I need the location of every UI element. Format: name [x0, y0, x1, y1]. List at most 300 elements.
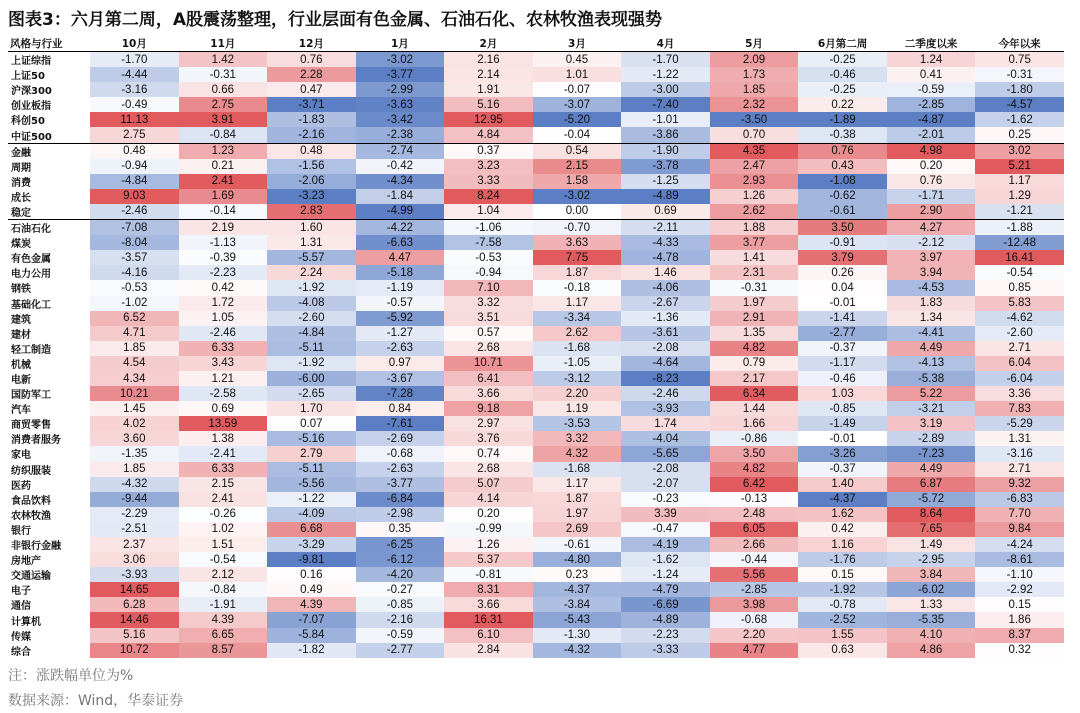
heatmap-cell: -4.57 [975, 97, 1064, 112]
heatmap-cell: 1.01 [533, 67, 622, 82]
heatmap-cell: -0.94 [444, 265, 533, 280]
table-row [8, 416, 1064, 431]
heatmap-cell: 2.66 [710, 537, 799, 552]
heatmap-cell: -0.18 [533, 280, 622, 295]
heatmap-cell: -5.56 [267, 477, 356, 492]
heatmap-cell: -1.80 [975, 82, 1064, 97]
heatmap-cell: -2.77 [356, 643, 445, 658]
heatmap-cell: -0.70 [533, 220, 622, 236]
heatmap-cell: 0.15 [975, 597, 1064, 612]
table-row [8, 612, 1064, 627]
heatmap-cell: 4.35 [710, 143, 799, 159]
heatmap-cell: 1.29 [975, 189, 1064, 204]
row-label: 食品饮料 [11, 495, 51, 507]
heatmap-cell: -0.84 [179, 582, 268, 597]
heatmap-cell: 3.63 [533, 235, 622, 250]
heatmap-cell: 1.46 [621, 265, 710, 280]
heatmap-cell: 0.16 [267, 567, 356, 582]
column-header: 6月第二周 [798, 36, 887, 52]
heatmap-cell: 0.00 [533, 204, 622, 220]
heatmap-cell: 0.25 [975, 127, 1064, 143]
table-row [8, 296, 1064, 311]
heatmap-cell: 3.43 [179, 356, 268, 371]
heatmap-cell: -3.93 [90, 567, 179, 582]
table-row [8, 522, 1064, 537]
heatmap-cell: 1.38 [179, 431, 268, 446]
table-row [8, 204, 1064, 220]
heatmap-cell: 1.66 [710, 416, 799, 431]
heatmap-cell: -0.62 [798, 189, 887, 204]
heatmap-cell: 2.20 [710, 628, 799, 643]
heatmap-cell: 3.66 [444, 386, 533, 401]
heatmap-cell: 1.87 [533, 492, 622, 507]
heatmap-cell: 3.02 [975, 143, 1064, 159]
table-row [8, 250, 1064, 265]
heatmap-cell: 3.23 [444, 159, 533, 174]
heatmap-cell: 1.73 [710, 67, 799, 82]
heatmap-cell: -5.11 [267, 462, 356, 477]
column-header: 4月 [621, 36, 710, 52]
heatmap-cell: 0.07 [267, 416, 356, 431]
heatmap-cell: -2.07 [621, 477, 710, 492]
heatmap-cell: -2.38 [356, 127, 445, 143]
heatmap-cell: 0.04 [798, 280, 887, 295]
heatmap-cell: 7.70 [975, 507, 1064, 522]
heatmap-cell: -3.67 [356, 371, 445, 386]
heatmap-cell: 2.97 [444, 416, 533, 431]
heatmap-cell: -8.04 [90, 235, 179, 250]
heatmap-cell: -5.35 [887, 612, 976, 627]
heatmap-cell: 4.49 [887, 462, 976, 477]
heatmap-cell: 1.83 [887, 296, 976, 311]
heatmap-cell: 1.44 [710, 401, 799, 416]
column-header: 1月 [356, 36, 445, 52]
heatmap-cell: 1.85 [90, 341, 179, 356]
heatmap-cell: 0.20 [887, 159, 976, 174]
heatmap-cell: -3.34 [533, 311, 622, 326]
heatmap-cell: -6.63 [356, 235, 445, 250]
heatmap-cell: 2.15 [179, 477, 268, 492]
heatmap-cell: -2.99 [356, 82, 445, 97]
heatmap-cell: 2.68 [444, 462, 533, 477]
heatmap-cell: 9.18 [444, 401, 533, 416]
heatmap-cell: -2.23 [179, 265, 268, 280]
heatmap-cell: 14.46 [90, 612, 179, 627]
heatmap-cell: 0.22 [798, 97, 887, 112]
heatmap-cell: -0.49 [90, 97, 179, 112]
table-row [8, 356, 1064, 371]
heatmap-cell: -2.46 [621, 386, 710, 401]
heatmap-cell: -6.12 [356, 552, 445, 567]
heatmap-cell: 2.41 [179, 174, 268, 189]
column-header: 3月 [533, 36, 622, 52]
row-label: 石油石化 [8, 220, 90, 236]
heatmap-cell: 3.97 [887, 250, 976, 265]
row-label: 沪深300 [11, 86, 52, 98]
row-label: 中证500 [11, 131, 52, 143]
heatmap-cell: -0.59 [356, 628, 445, 643]
row-label: 周期 [11, 162, 31, 174]
heatmap-cell: -1.83 [267, 112, 356, 127]
heatmap-cell: 6.87 [887, 477, 976, 492]
heatmap-cell: -0.01 [798, 431, 887, 446]
heatmap-cell: -0.26 [179, 507, 268, 522]
heatmap-cell: 1.42 [179, 52, 268, 68]
column-header: 今年以来 [975, 36, 1064, 52]
heatmap-cell: -0.57 [356, 296, 445, 311]
table-row [8, 431, 1064, 446]
heatmap-cell: -5.43 [533, 612, 622, 627]
heatmap-cell: 6.28 [90, 597, 179, 612]
heatmap-cell: -2.46 [90, 204, 179, 220]
heatmap-cell: 2.93 [710, 174, 799, 189]
heatmap-cell: -4.89 [621, 612, 710, 627]
heatmap-cell: 3.94 [887, 265, 976, 280]
heatmap-cell: 0.49 [267, 582, 356, 597]
heatmap-cell: -3.42 [356, 112, 445, 127]
heatmap-cell: -1.25 [621, 174, 710, 189]
heatmap-cell: -0.04 [533, 127, 622, 143]
heatmap-cell: -3.84 [533, 597, 622, 612]
heatmap-cell: -6.04 [975, 371, 1064, 386]
heatmap-cell: 3.76 [444, 431, 533, 446]
heatmap-cell: -0.84 [179, 127, 268, 143]
heatmap-cell: -4.62 [975, 311, 1064, 326]
heatmap-cell: 4.02 [90, 416, 179, 431]
heatmap-cell: 2.91 [710, 311, 799, 326]
heatmap-cell: -3.12 [533, 371, 622, 386]
heatmap-cell: -3.50 [710, 112, 799, 127]
heatmap-cell: 1.31 [975, 431, 1064, 446]
heatmap-body [8, 52, 1064, 658]
heatmap-cell: -4.24 [975, 537, 1064, 552]
heatmap-cell: 0.20 [444, 507, 533, 522]
heatmap-cell: 1.35 [710, 326, 799, 341]
heatmap-cell: -4.99 [356, 204, 445, 220]
heatmap-cell: -4.34 [356, 174, 445, 189]
heatmap-cell: 4.77 [710, 643, 799, 658]
heatmap-cell: 2.71 [975, 341, 1064, 356]
table-row [8, 97, 1064, 112]
heatmap-cell: 3.84 [887, 567, 976, 582]
heatmap-cell: 1.60 [267, 220, 356, 236]
heatmap-cell: 0.63 [798, 643, 887, 658]
heatmap-cell: 5.21 [975, 159, 1064, 174]
heatmap-cell: 1.23 [179, 143, 268, 159]
heatmap-cell: 10.21 [90, 386, 179, 401]
heatmap-cell: 2.15 [533, 159, 622, 174]
heatmap-cell: 0.45 [533, 52, 622, 68]
heatmap-cell: -7.40 [621, 97, 710, 112]
heatmap-cell: -1.89 [798, 112, 887, 127]
heatmap-cell: -4.37 [798, 492, 887, 507]
table-row [8, 401, 1064, 416]
heatmap-cell: 5.37 [444, 552, 533, 567]
heatmap-cell: -4.19 [621, 537, 710, 552]
column-header: 12月 [267, 36, 356, 52]
heatmap-cell: 1.26 [710, 189, 799, 204]
heatmap-cell: -0.78 [798, 597, 887, 612]
heatmap-cell: -2.77 [798, 326, 887, 341]
heatmap-cell: -4.04 [621, 431, 710, 446]
heatmap-cell: -3.16 [975, 446, 1064, 461]
table-row [8, 189, 1064, 204]
heatmap-cell: 2.37 [90, 537, 179, 552]
row-label: 交通运输 [11, 571, 51, 583]
heatmap-cell: 2.28 [267, 67, 356, 82]
heatmap-cell: 2.16 [444, 52, 533, 68]
heatmap-cell: -0.25 [798, 82, 887, 97]
heatmap-cell: 2.17 [710, 371, 799, 386]
heatmap-cell: 1.58 [533, 174, 622, 189]
heatmap-cell: -0.31 [975, 67, 1064, 82]
heatmap-cell: -4.79 [621, 582, 710, 597]
header-row [8, 36, 1064, 52]
heatmap-cell: 5.22 [887, 386, 976, 401]
heatmap-cell: 1.74 [621, 416, 710, 431]
heatmap-cell: -3.86 [621, 127, 710, 143]
heatmap-cell: 1.86 [975, 612, 1064, 627]
heatmap-cell: 1.33 [887, 597, 976, 612]
heatmap-cell: -4.32 [533, 643, 622, 658]
heatmap-cell: 8.64 [887, 507, 976, 522]
heatmap-cell: -5.11 [267, 341, 356, 356]
table-row [8, 371, 1064, 386]
heatmap-cell: -0.53 [444, 250, 533, 265]
heatmap-cell: -1.21 [975, 204, 1064, 220]
heatmap-cell: -2.52 [798, 612, 887, 627]
heatmap-cell: -3.57 [90, 250, 179, 265]
row-label: 纺织服装 [11, 465, 51, 477]
heatmap-cell: -2.08 [621, 462, 710, 477]
heatmap-cell: -1.19 [356, 280, 445, 295]
heatmap-cell: -0.01 [798, 296, 887, 311]
heatmap-cell: 9.84 [975, 522, 1064, 537]
heatmap-cell: -2.46 [179, 326, 268, 341]
heatmap-cell: -1.91 [179, 597, 268, 612]
heatmap-cell: -0.85 [798, 401, 887, 416]
heatmap-cell: -0.14 [179, 204, 268, 220]
heatmap-cell: -0.44 [710, 552, 799, 567]
table-row [8, 311, 1064, 326]
heatmap-cell: 0.48 [90, 143, 179, 159]
heatmap-cell: 2.32 [710, 97, 799, 112]
heatmap-cell: -0.61 [533, 537, 622, 552]
unit-note: 注：涨跌幅单位为% [8, 668, 134, 684]
heatmap-cell: 6.04 [975, 356, 1064, 371]
heatmap-cell: -1.06 [444, 220, 533, 236]
heatmap-cell: -1.90 [621, 143, 710, 159]
heatmap-cell: 0.57 [444, 326, 533, 341]
heatmap-cell: -5.57 [267, 250, 356, 265]
heatmap-cell: 3.32 [444, 296, 533, 311]
table-row [8, 52, 1064, 68]
heatmap-cell: -6.84 [356, 492, 445, 507]
row-label: 创业板指 [11, 101, 51, 113]
column-header: 10月 [90, 36, 179, 52]
heatmap-cell: 7.65 [887, 522, 976, 537]
table-row [8, 67, 1064, 82]
heatmap-cell: 0.74 [444, 446, 533, 461]
heatmap-cell: -0.68 [710, 612, 799, 627]
heatmap-cell: 3.91 [179, 112, 268, 127]
heatmap-cell: -4.41 [887, 326, 976, 341]
heatmap-cell: -7.07 [267, 612, 356, 627]
heatmap-cell: -2.92 [975, 582, 1064, 597]
heatmap-cell: -4.78 [621, 250, 710, 265]
heatmap-cell: 3.51 [444, 311, 533, 326]
heatmap-cell: 0.76 [798, 143, 887, 159]
heatmap-cell: 2.75 [90, 127, 179, 143]
heatmap-cell: -1.41 [798, 311, 887, 326]
heatmap-cell: -1.27 [356, 326, 445, 341]
heatmap-cell: -1.68 [533, 462, 622, 477]
heatmap-cell: -0.23 [621, 492, 710, 507]
heatmap-cell: 3.77 [710, 235, 799, 250]
heatmap-cell: 10.72 [90, 643, 179, 658]
heatmap-cell: 12.95 [444, 112, 533, 127]
heatmap-cell: -2.60 [975, 326, 1064, 341]
heatmap-cell: 4.34 [90, 371, 179, 386]
heatmap-cell: 4.39 [179, 612, 268, 627]
heatmap-cell: -3.77 [356, 477, 445, 492]
row-label: 家电 [11, 450, 31, 462]
heatmap-cell: 0.32 [975, 643, 1064, 658]
heatmap-cell: -3.07 [533, 97, 622, 112]
row-label: 房地产 [11, 556, 41, 568]
heatmap-cell: -7.28 [356, 386, 445, 401]
heatmap-cell: -1.35 [90, 446, 179, 461]
heatmap-cell: 6.33 [179, 462, 268, 477]
heatmap-cell: 2.09 [710, 52, 799, 68]
heatmap-cell: 4.10 [887, 628, 976, 643]
heatmap-cell: 0.47 [267, 82, 356, 97]
heatmap-cell: 0.42 [798, 522, 887, 537]
heatmap-cell: -5.18 [356, 265, 445, 280]
heatmap-cell: -0.85 [356, 597, 445, 612]
heatmap-cell: -2.95 [887, 552, 976, 567]
heatmap-cell: -3.21 [887, 401, 976, 416]
table-row [8, 507, 1064, 522]
heatmap-cell: -4.32 [90, 477, 179, 492]
heatmap-cell: 5.16 [444, 97, 533, 112]
column-header: 二季度以来 [887, 36, 976, 52]
heatmap-cell: -1.62 [621, 552, 710, 567]
table-row [8, 537, 1064, 552]
heatmap-cell: -0.46 [798, 371, 887, 386]
heatmap-cell: 1.97 [710, 296, 799, 311]
heatmap-cell: -4.08 [267, 296, 356, 311]
heatmap-cell: 1.04 [444, 204, 533, 220]
heatmap-cell: 2.75 [179, 97, 268, 112]
heatmap-cell: -1.36 [621, 311, 710, 326]
heatmap-cell: 0.42 [179, 280, 268, 295]
row-label: 轻工制造 [11, 344, 51, 356]
heatmap-cell: -4.64 [621, 356, 710, 371]
row-label: 传媒 [11, 631, 31, 643]
heatmap-cell: 1.16 [798, 537, 887, 552]
table-row [8, 477, 1064, 492]
heatmap-cell: -2.23 [621, 628, 710, 643]
heatmap-cell: -4.22 [356, 220, 445, 236]
heatmap-cell: 2.68 [444, 341, 533, 356]
heatmap-cell: 3.33 [444, 174, 533, 189]
heatmap-cell: 4.27 [887, 220, 976, 236]
heatmap-cell: 1.41 [710, 250, 799, 265]
heatmap-cell: -2.85 [710, 582, 799, 597]
heatmap-cell: 0.66 [179, 82, 268, 97]
table-row [8, 112, 1064, 127]
heatmap-cell: 2.84 [444, 643, 533, 658]
heatmap-cell: -1.84 [356, 189, 445, 204]
row-label: 金融 [8, 143, 90, 159]
heatmap-cell: 2.12 [179, 567, 268, 582]
heatmap-cell: -2.16 [356, 612, 445, 627]
heatmap-cell: 4.82 [710, 462, 799, 477]
heatmap-cell: -1.82 [267, 643, 356, 658]
heatmap-cell: -6.25 [356, 537, 445, 552]
heatmap-cell: 8.24 [444, 189, 533, 204]
row-label: 稳定 [11, 207, 31, 219]
heatmap-cell: 1.91 [444, 82, 533, 97]
heatmap-cell: 6.65 [179, 628, 268, 643]
row-label: 上证综指 [11, 56, 51, 68]
heatmap-cell: -2.11 [621, 220, 710, 236]
heatmap-cell: 1.19 [533, 401, 622, 416]
column-header: 2月 [444, 36, 533, 52]
heatmap-cell: -2.08 [621, 341, 710, 356]
heatmap-cell: 0.75 [975, 52, 1064, 68]
heatmap-cell: 1.85 [710, 82, 799, 97]
heatmap-cell: -0.27 [356, 582, 445, 597]
heatmap-cell: -2.67 [621, 296, 710, 311]
heatmap-cell: 0.15 [798, 567, 887, 582]
heatmap-cell: 6.68 [267, 522, 356, 537]
heatmap-cell: -2.51 [90, 522, 179, 537]
heatmap-cell: -3.02 [356, 52, 445, 68]
heatmap-cell: -6.02 [887, 582, 976, 597]
heatmap-cell: -3.33 [621, 643, 710, 658]
heatmap-cell: 2.14 [444, 67, 533, 82]
heatmap-cell: 4.86 [887, 643, 976, 658]
heatmap-cell: -2.41 [179, 446, 268, 461]
row-label: 机械 [11, 359, 31, 371]
heatmap-cell: 16.41 [975, 250, 1064, 265]
heatmap-cell: 1.51 [179, 537, 268, 552]
row-label: 通信 [11, 601, 31, 613]
heatmap-cell: -3.61 [621, 326, 710, 341]
heatmap-cell: -0.54 [179, 552, 268, 567]
heatmap-cell: -2.01 [887, 127, 976, 143]
column-header: 11月 [179, 36, 268, 52]
heatmap-cell: -0.47 [621, 522, 710, 537]
row-label: 计算机 [11, 616, 41, 628]
heatmap-cell: -5.29 [975, 416, 1064, 431]
row-label: 成长 [11, 192, 31, 204]
heatmap-cell: 2.48 [710, 507, 799, 522]
row-label: 医药 [11, 480, 31, 492]
heatmap-cell: -1.92 [267, 280, 356, 295]
heatmap-cell: -5.38 [887, 371, 976, 386]
heatmap-cell: -3.23 [267, 189, 356, 204]
table-row [8, 265, 1064, 280]
column-header: 5月 [710, 36, 799, 52]
heatmap-cell: 3.66 [444, 597, 533, 612]
heatmap-cell: 4.82 [710, 341, 799, 356]
heatmap-cell: 9.32 [975, 477, 1064, 492]
row-label: 建材 [11, 329, 31, 341]
heatmap-cell: 4.84 [444, 127, 533, 143]
